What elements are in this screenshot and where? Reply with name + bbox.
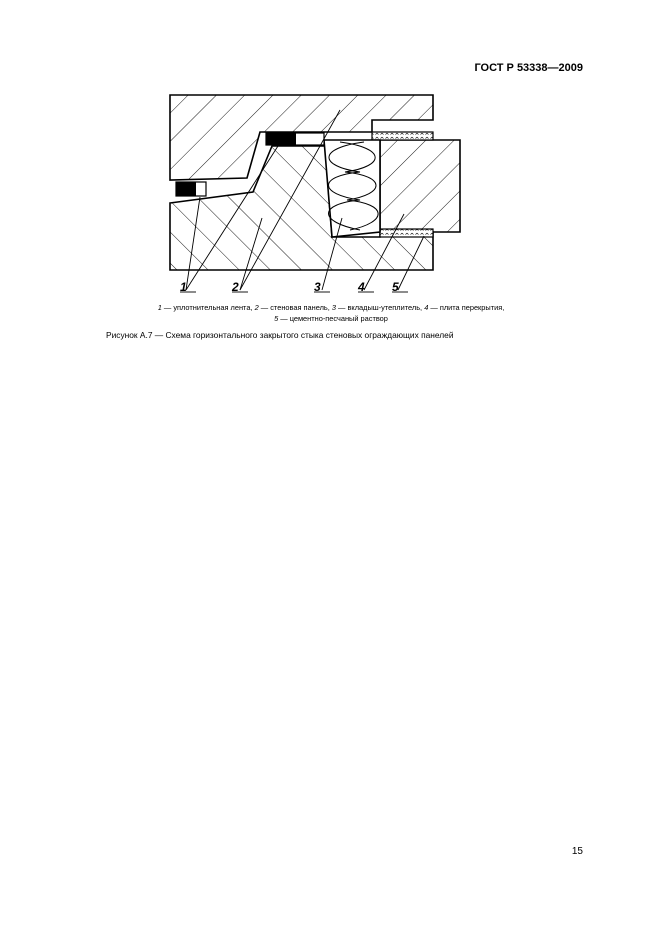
callout-2: 2 bbox=[232, 280, 239, 294]
document-header: ГОСТ Р 53338—2009 bbox=[474, 62, 583, 74]
page-number: 15 bbox=[571, 846, 583, 857]
floor-slab bbox=[380, 140, 460, 232]
legend-text-1: уплотнительная лента, bbox=[173, 303, 253, 312]
legend-num-5: 5 bbox=[274, 314, 279, 323]
callout-1: 1 bbox=[180, 280, 187, 294]
joint-section-diagram bbox=[160, 90, 470, 300]
figure-legend: 1 — уплотнительная лента, 2 — стеновая панель, 3 — вкладыш-утеплитель, 4 — плита перекрытия, bbox=[157, 303, 505, 312]
callout-3: 3 bbox=[314, 280, 321, 294]
insulation-insert bbox=[324, 140, 380, 237]
callout-4: 4 bbox=[358, 280, 365, 294]
legend-num-3: 3 bbox=[331, 303, 336, 312]
legend-text-4: плита перекрытия, bbox=[439, 303, 505, 312]
figure-legend-line2: 5 — цементно-песчаный раствор bbox=[274, 314, 388, 323]
mortar-layer-bottom bbox=[380, 229, 433, 237]
legend-text-2: стеновая панель, bbox=[270, 303, 330, 312]
legend-num-4: 4 bbox=[424, 303, 429, 312]
legend-text-3: вкладыш-утеплитель, bbox=[347, 303, 423, 312]
legend-text-5: цементно-песчаный раствор bbox=[289, 314, 388, 323]
legend-num-2: 2 bbox=[254, 303, 259, 312]
mortar-layer-top bbox=[372, 132, 433, 140]
legend-num-1: 1 bbox=[157, 303, 162, 312]
figure-caption: Рисунок А.7 — Схема горизонтального закрытого стыка стеновых ограждающих панелей bbox=[106, 330, 454, 340]
callout-5: 5 bbox=[392, 280, 399, 294]
